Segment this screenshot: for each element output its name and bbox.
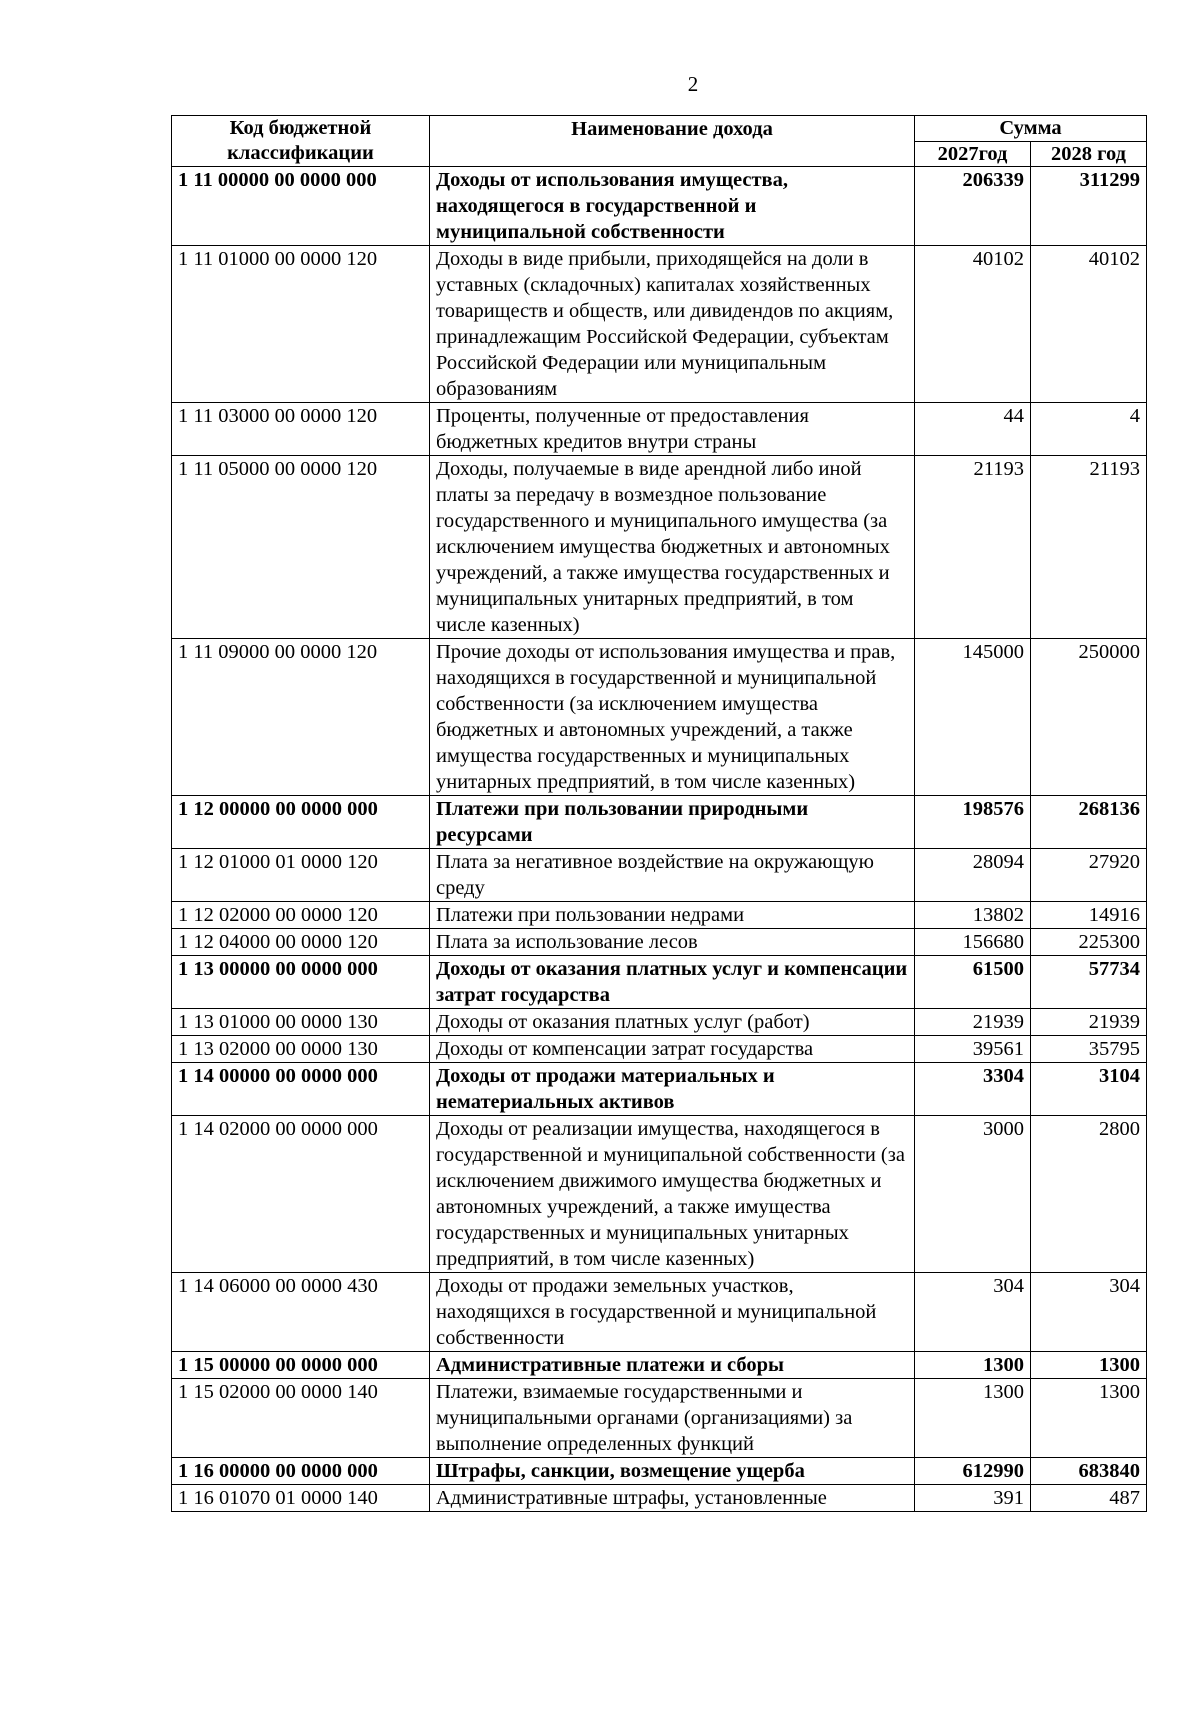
revenue-name-cell: Доходы от оказания платных услуг и компенсации затрат государства: [430, 956, 915, 1009]
amount-2027-cell: 198576: [915, 796, 1031, 849]
amount-2028-cell: 14916: [1031, 902, 1147, 929]
header-sum: Сумма: [915, 116, 1147, 142]
amount-2027-cell: 391: [915, 1485, 1031, 1512]
classification-code-cell: 1 15 00000 00 0000 000: [172, 1352, 430, 1379]
amount-2028-cell: 40102: [1031, 246, 1147, 403]
amount-2027-cell: 206339: [915, 167, 1031, 246]
amount-2028-cell: 487: [1031, 1485, 1147, 1512]
amount-2027-cell: 28094: [915, 849, 1031, 902]
amount-2027-cell: 44: [915, 403, 1031, 456]
amount-2027-cell: 1300: [915, 1379, 1031, 1458]
classification-code-cell: 1 16 01070 01 0000 140: [172, 1485, 430, 1512]
amount-2027-cell: 156680: [915, 929, 1031, 956]
amount-2028-cell: 2800: [1031, 1116, 1147, 1273]
revenue-name-cell: Доходы от компенсации затрат государства: [430, 1036, 915, 1063]
header-code: Код бюджетной классификации: [172, 116, 430, 167]
amount-2027-cell: 1300: [915, 1352, 1031, 1379]
header-name: Наименование дохода: [430, 116, 915, 167]
amount-2027-cell: 612990: [915, 1458, 1031, 1485]
classification-code-cell: 1 12 02000 00 0000 120: [172, 902, 430, 929]
revenue-name-cell: Проценты, полученные от предоставления бюджетных кредитов внутри страны: [430, 403, 915, 456]
revenue-name-cell: Плата за использование лесов: [430, 929, 915, 956]
table-row: [172, 1379, 1147, 1458]
classification-code-cell: 1 15 02000 00 0000 140: [172, 1379, 430, 1458]
classification-code-cell: 1 13 00000 00 0000 000: [172, 956, 430, 1009]
amount-2028-cell: 27920: [1031, 849, 1147, 902]
revenue-name-cell: Платежи, взимаемые государственными и муниципальными органами (организациями) за выполнение определенных функций: [430, 1379, 915, 1458]
revenue-name-cell: Доходы от продажи материальных и нематериальных активов: [430, 1063, 915, 1116]
revenue-name-cell: Прочие доходы от использования имущества и прав, находящихся в государственной и муниципальной собственности (за исключением имущества бюджетных и автономных учреждений, а также имущества государственных и муниципальных унитарных предприятий, в том числе казенных): [430, 639, 915, 796]
amount-2028-cell: 1300: [1031, 1352, 1147, 1379]
revenue-name-cell: Платежи при пользовании природными ресурсами: [430, 796, 915, 849]
amount-2027-cell: 21193: [915, 456, 1031, 639]
classification-code-cell: 1 11 03000 00 0000 120: [172, 403, 430, 456]
amount-2027-cell: 145000: [915, 639, 1031, 796]
amount-2028-cell: 1300: [1031, 1379, 1147, 1458]
amount-2028-cell: 268136: [1031, 796, 1147, 849]
amount-2027-cell: 3000: [915, 1116, 1031, 1273]
classification-code-cell: 1 11 09000 00 0000 120: [172, 639, 430, 796]
table-row: [172, 929, 1147, 956]
amount-2028-cell: 683840: [1031, 1458, 1147, 1485]
amount-2027-cell: 21939: [915, 1009, 1031, 1036]
classification-code-cell: 1 12 00000 00 0000 000: [172, 796, 430, 849]
classification-code-cell: 1 16 00000 00 0000 000: [172, 1458, 430, 1485]
amount-2028-cell: 304: [1031, 1273, 1147, 1352]
revenue-name-cell: Штрафы, санкции, возмещение ущерба: [430, 1458, 915, 1485]
table-row: [172, 167, 1147, 246]
revenue-name-cell: Доходы от реализации имущества, находящегося в государственной и муниципальной собственности (за исключением движимого имущества бюджетных и автономных учреждений, а также имущества государственных и муниципальных унитарных предприятий, в том числе казенных): [430, 1116, 915, 1273]
table-row: [172, 1116, 1147, 1273]
table-row: [172, 456, 1147, 639]
table-row: [172, 796, 1147, 849]
page-number: 2: [687, 72, 699, 96]
amount-2027-cell: 61500: [915, 956, 1031, 1009]
amount-2027-cell: 13802: [915, 902, 1031, 929]
amount-2027-cell: 40102: [915, 246, 1031, 403]
table-row: [172, 246, 1147, 403]
amount-2028-cell: 21193: [1031, 456, 1147, 639]
classification-code-cell: 1 13 01000 00 0000 130: [172, 1009, 430, 1036]
table-row: [172, 1352, 1147, 1379]
amount-2028-cell: 21939: [1031, 1009, 1147, 1036]
amount-2027-cell: 304: [915, 1273, 1031, 1352]
table-row: [172, 1009, 1147, 1036]
table-row: [172, 403, 1147, 456]
table-row: [172, 1485, 1147, 1512]
amount-2028-cell: 225300: [1031, 929, 1147, 956]
amount-2028-cell: 4: [1031, 403, 1147, 456]
table-row: [172, 1273, 1147, 1352]
classification-code-cell: 1 12 01000 01 0000 120: [172, 849, 430, 902]
classification-code-cell: 1 14 02000 00 0000 000: [172, 1116, 430, 1273]
revenue-name-cell: Плата за негативное воздействие на окружающую среду: [430, 849, 915, 902]
classification-code-cell: 1 13 02000 00 0000 130: [172, 1036, 430, 1063]
table-row: [172, 639, 1147, 796]
header-year-2027: 2027год: [915, 141, 1031, 167]
revenue-name-cell: Доходы от оказания платных услуг (работ): [430, 1009, 915, 1036]
revenue-name-cell: Платежи при пользовании недрами: [430, 902, 915, 929]
table-row: [172, 1036, 1147, 1063]
amount-2028-cell: 311299: [1031, 167, 1147, 246]
amount-2028-cell: 250000: [1031, 639, 1147, 796]
revenue-name-cell: Доходы от продажи земельных участков, находящихся в государственной и муниципальной собственности: [430, 1273, 915, 1352]
amount-2028-cell: 35795: [1031, 1036, 1147, 1063]
table-row: [172, 1063, 1147, 1116]
amount-2027-cell: 3304: [915, 1063, 1031, 1116]
classification-code-cell: 1 11 05000 00 0000 120: [172, 456, 430, 639]
amount-2028-cell: 3104: [1031, 1063, 1147, 1116]
classification-code-cell: 1 11 00000 00 0000 000: [172, 167, 430, 246]
amount-2027-cell: 39561: [915, 1036, 1031, 1063]
header-year-2028: 2028 год: [1031, 141, 1147, 167]
table-row: [172, 902, 1147, 929]
revenue-name-cell: Административные платежи и сборы: [430, 1352, 915, 1379]
table-row: [172, 1458, 1147, 1485]
amount-2028-cell: 57734: [1031, 956, 1147, 1009]
revenue-name-cell: Административные штрафы, установленные: [430, 1485, 915, 1512]
classification-code-cell: 1 11 01000 00 0000 120: [172, 246, 430, 403]
classification-code-cell: 1 14 00000 00 0000 000: [172, 1063, 430, 1116]
table-body: [172, 167, 1147, 1512]
revenue-name-cell: Доходы от использования имущества, находящегося в государственной и муниципальной собственности: [430, 167, 915, 246]
table-row: [172, 849, 1147, 902]
revenue-table: [171, 115, 1147, 1512]
classification-code-cell: 1 12 04000 00 0000 120: [172, 929, 430, 956]
revenue-name-cell: Доходы, получаемые в виде арендной либо иной платы за передачу в возмездное пользование государственного и муниципального имущества (за исключением имущества бюджетных и автономных учреждений, а также имущества государственных и муниципальных унитарных предприятий, в том числе казенных): [430, 456, 915, 639]
table-row: [172, 956, 1147, 1009]
revenue-name-cell: Доходы в виде прибыли, приходящейся на доли в уставных (складочных) капиталах хозяйственных товариществ и обществ, или дивидендов по акциям, принадлежащим Российской Федерации, субъектам Российской Федерации или муниципальным образованиям: [430, 246, 915, 403]
classification-code-cell: 1 14 06000 00 0000 430: [172, 1273, 430, 1352]
